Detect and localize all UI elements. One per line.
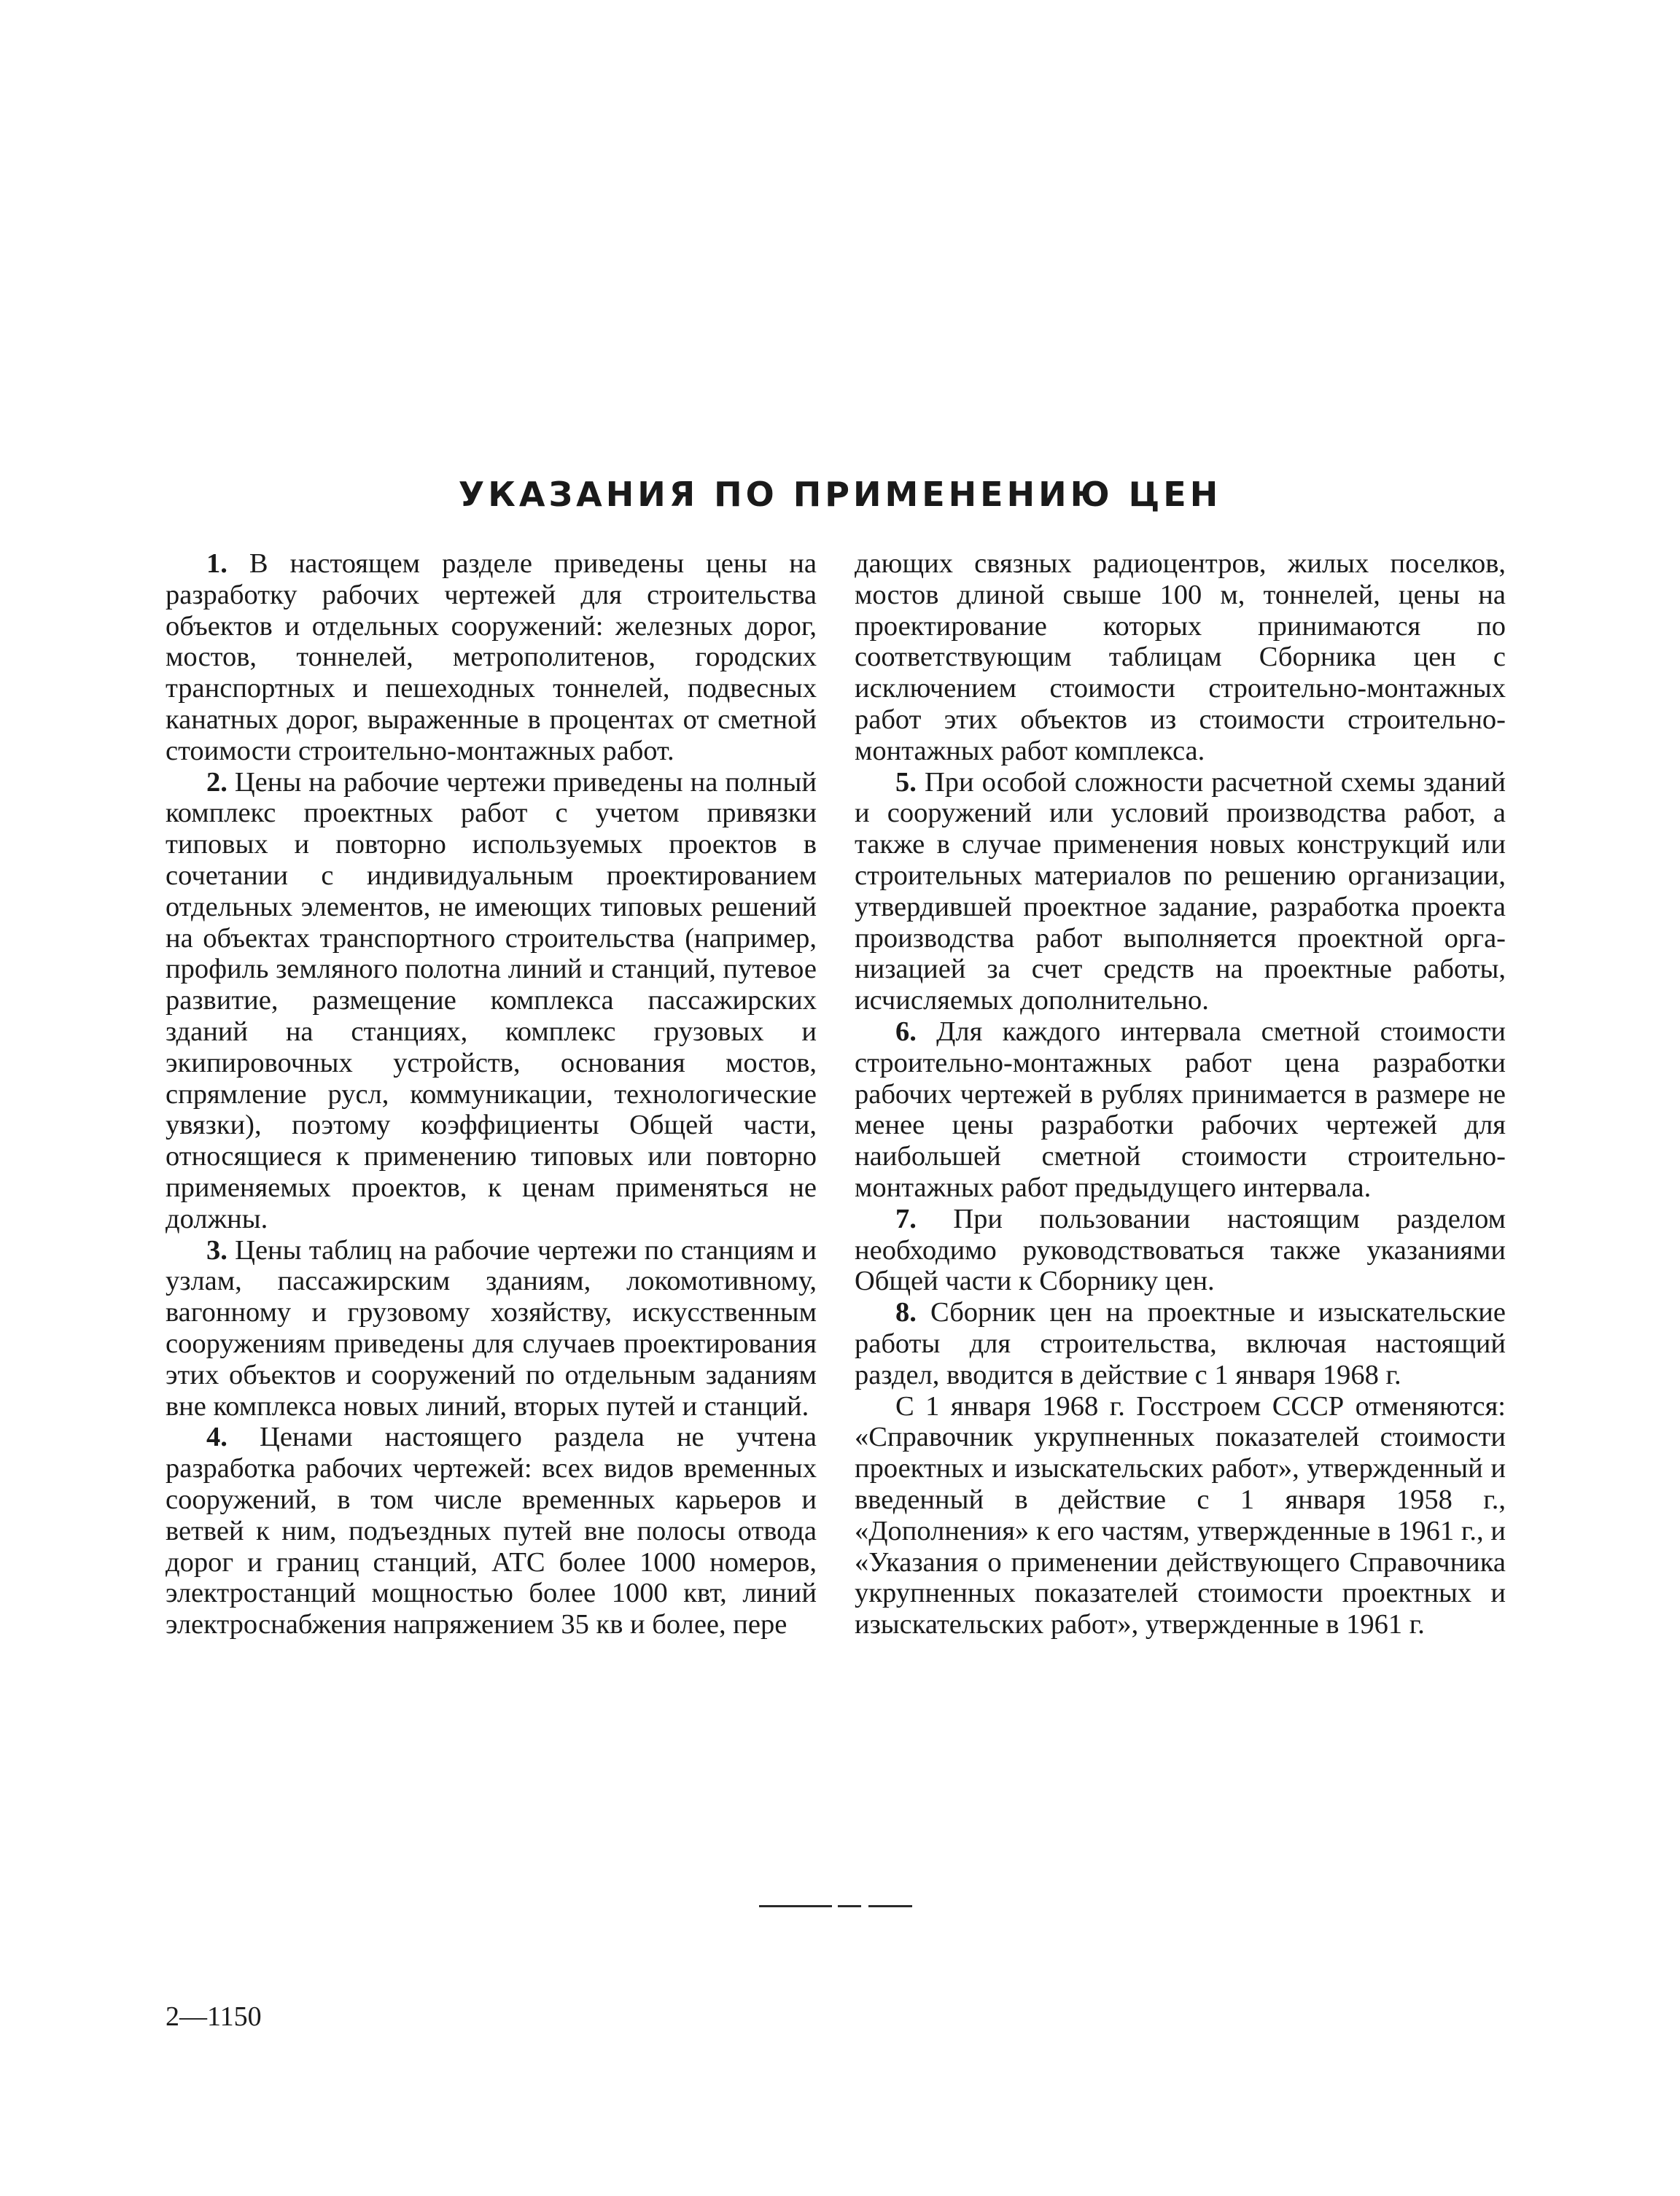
paragraph-4 bbox=[166, 1422, 817, 1640]
left-column bbox=[166, 548, 817, 1640]
paragraph-1 bbox=[166, 548, 817, 767]
paragraph-text: Цены на рабочие чертежи приведены на полный комплекс проектных работ с учетом привязки типовых и повторно используемых проектов в сочетании с индивидуальным проектированием отдельных элементов, не имеющих типовых решений на объектах транспортного строительства (например, профиль земляного полотна линий и станций, путевое развитие, размещение комплекса пассажирских зданий на станциях, комплекс грузовых и экипировочных устройств, основания мостов, спрямление русл, коммуникации, технологические увязки), поэтому коэффициенты Общей части, относящиеся к применению типовых или повторно применяемых проектов, к ценам применяться не должны. bbox=[166, 766, 817, 1234]
paragraph-text: При пользовании настоящим разделом необходимо руководствоваться также указаниями Общей части к Сборнику цен. bbox=[855, 1203, 1506, 1297]
paragraph-text: дающих связных радиоцентров, жилых поселков, мостов длиной свыше 100 м, тоннелей, цены на проектирование которых принимаются по соответствующим таблицам Сборника цен с исключением стоимости строительно-монтажных работ этих объектов из стоимости строительно-монтажных работ комплекса. bbox=[855, 548, 1506, 766]
page-code: 2—1150 bbox=[166, 2001, 262, 2032]
paragraph-text: Сборник цен на проектные и изыскательские работы для строительства, включая настоящий раздел, вводится в действие с 1 января 1968 г. bbox=[855, 1297, 1506, 1390]
paragraph-6 bbox=[855, 1016, 1506, 1204]
paragraph-2 bbox=[166, 767, 817, 1235]
paragraph-text: В настоящем разделе приведены цены на разработку рабочих чертежей для строительства объектов и отдельных сооружений: железных дорог, мостов, тоннелей, метрополитенов, городских транспортных и пешеходных тоннелей, подвесных канатных дорог, выраженные в процентах от сметной стоимости строительно-монтажных работ. bbox=[166, 548, 817, 766]
paragraph-5 bbox=[855, 767, 1506, 1016]
section-divider bbox=[759, 1905, 912, 1907]
paragraph-text: С 1 января 1968 г. Госстроем СССР отменяются: «Справочник укрупненных показателей стоимости проектных и изыскательских работ», утвержденный и введенный в действие с 1 января 1958 г., «Дополнения» к его частям, утвержденные в 1961 г., и «Указания о применении действующего Справочника укрупненных показателей стоимости проектных и изыскательских работ», утвержденные в 1961 г. bbox=[855, 1390, 1506, 1640]
page-title: УКАЗАНИЯ ПО ПРИМЕНЕНИЮ ЦЕН bbox=[458, 475, 1222, 514]
paragraph-text: При особой сложности расчетной схемы зданий и сооружений или условий производства работ, а также в случае применения новых конструкций или строительных материалов по решению организации, утвердившей проектное задание, разработка проекта производства работ выполняется проектной организацией за счет средств на проектные работы, исчисляемых дополнительно. bbox=[855, 766, 1506, 1016]
paragraph-number: 8. bbox=[895, 1297, 917, 1328]
paragraph-9 bbox=[855, 1391, 1506, 1640]
paragraph-text: Цены таблиц на рабочие чертежи по станциям и узлам, пассажирским зданиям, локомотивному, вагонному и грузовому хозяйству, искусственным сооружениям приведены для случаев проектирования этих объектов и сооружений по отдельным заданиям вне комплекса новых линий, вторых путей и станций. bbox=[166, 1234, 817, 1422]
paragraph-7 bbox=[855, 1204, 1506, 1297]
paragraph-number: 2. bbox=[206, 766, 228, 798]
paragraph-number: 5. bbox=[895, 766, 917, 798]
paragraph-number: 4. bbox=[206, 1422, 228, 1453]
paragraph-text: Ценами настоящего раздела не учтена разработка рабочих чертежей: всех видов временных сооружений, в том числе временных карьеров и ветвей к ним, подъездных путей вне полосы отвода дорог и границ станций, АТС более 1000 номеров, электростанций мощностью более 1000 квт, линий электроснабжения напряжением 35 кв и более, пере bbox=[166, 1422, 817, 1640]
paragraph-number: 6. bbox=[895, 1016, 917, 1047]
paragraph-number: 3. bbox=[206, 1234, 228, 1266]
paragraph-number: 7. bbox=[895, 1203, 917, 1234]
paragraph-8 bbox=[855, 1297, 1506, 1390]
paragraph-3 bbox=[166, 1235, 817, 1422]
paragraph-number: 1. bbox=[206, 548, 228, 579]
paragraph-text: Для каждого интервала сметной стоимости строительно-монтажных работ цена разработки рабочих чертежей в рублях принимается в размере не менее цены разработки рабочих чертежей для наибольшей сметной стоимости строительно-монтажных работ предыдущего интервала. bbox=[855, 1016, 1506, 1203]
paragraph-4-continued bbox=[855, 548, 1506, 767]
right-column bbox=[855, 548, 1506, 1640]
